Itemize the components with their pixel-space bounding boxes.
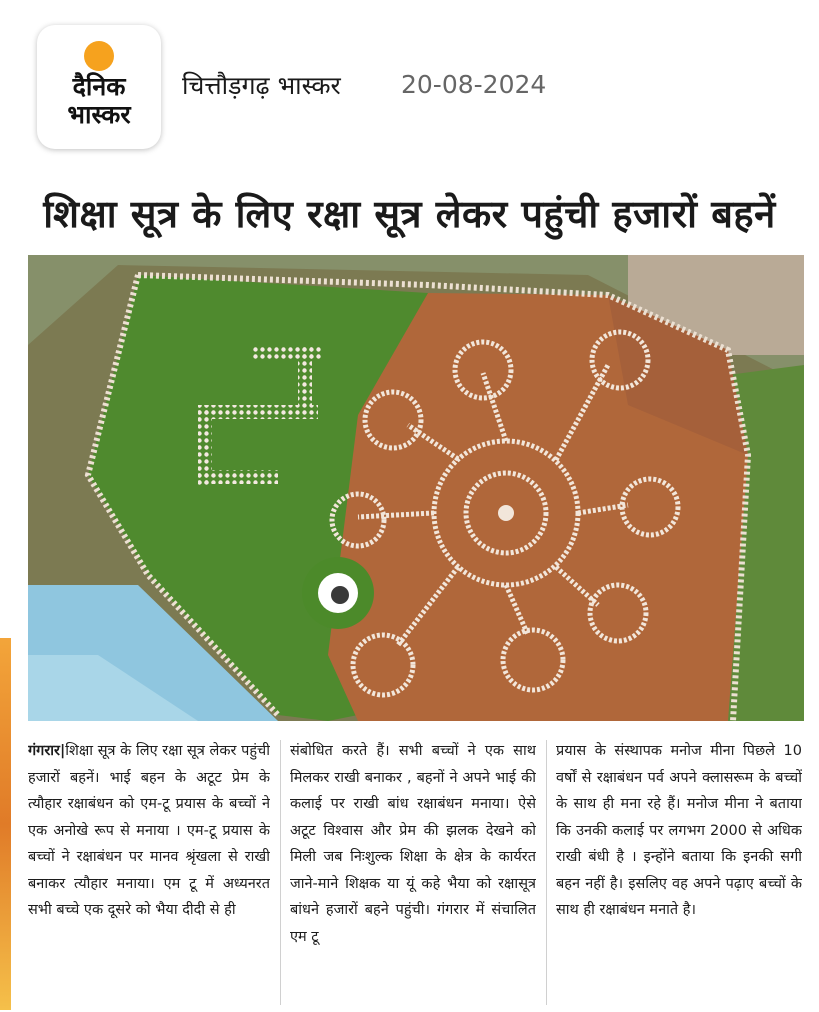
article-column-2 [290,738,536,1010]
article-text-1: शिक्षा सूत्र के लिए रक्षा सूत्र लेकर पहुंची हजारों बहनें। भाई बहन के अटूट प्रेम के त्यौहार रक्षाबंधन को एम-टू प्रयास के बच्चों ने एक अनोखे रूप से मनाया । एम-टू प्रयास के बच्चों ने रक्षाबंधन पर मानव श्रृंखला से राखी बनाकर त्यौहार मनाया। एम टू में अध्यनरत सभी बच्चे एक दूसरे को भैया दीदी से ही [28,743,270,918]
article-column-3 [556,738,802,1010]
article-column-1 [28,738,270,1010]
article-text-2: संबोधित करते हैं। सभी बच्चों ने एक साथ मिलकर राखी बनाकर , बहनों ने अपने भाई की कलाई पर राखी बांध रक्षाबंधन मनाया। ऐसे अटूट विश्वास और प्रेम की झलक देखने को मिली जब निःशुल्क शिक्षा के क्षेत्र के कार्यरत जाने-माने शिक्षक या यूं कहे भैया को रक्षासूत्र बांधने हजारों बहने पहुंची। गंगरार में संचालित एम टू [290,743,536,945]
column-divider [280,740,281,1005]
logo-text-line1: दैनिक [72,72,126,101]
article-text-3: प्रयास के संस्थापक मनोज मीना पिछले 10 वर्षों से रक्षाबंधन पर्व अपने क्लासरूम के बच्चों के साथ ही मना रहे हैं। मनोज मीना ने बताया कि उनकी कलाई पर लगभग 2000 से अधिक राखी बंधी है । इन्होंने बताया कि इनकी सगी बहन नहीं है। इसलिए वह अपने पढ़ाए बच्चों के साथ ही रक्षाबंधन मनाते है। [556,743,802,918]
sun-icon [84,41,114,71]
logo-text-line2: भास्कर [67,100,131,129]
dateline: गंगरार| [28,743,66,759]
edition-name: चित्तौड़गढ़ भास्कर [182,71,341,100]
page-edge-strip [0,638,11,1010]
aerial-human-chain-photo-icon [28,255,804,721]
headline: शिक्षा सूत्र के लिए रक्षा सूत्र लेकर पहुंची हजारों बहनें [43,192,776,236]
dainik-bhaskar-logo [37,25,161,149]
aerial-photo [28,255,804,721]
column-divider [546,740,547,1005]
publication-date: 20-08-2024 [401,70,547,99]
